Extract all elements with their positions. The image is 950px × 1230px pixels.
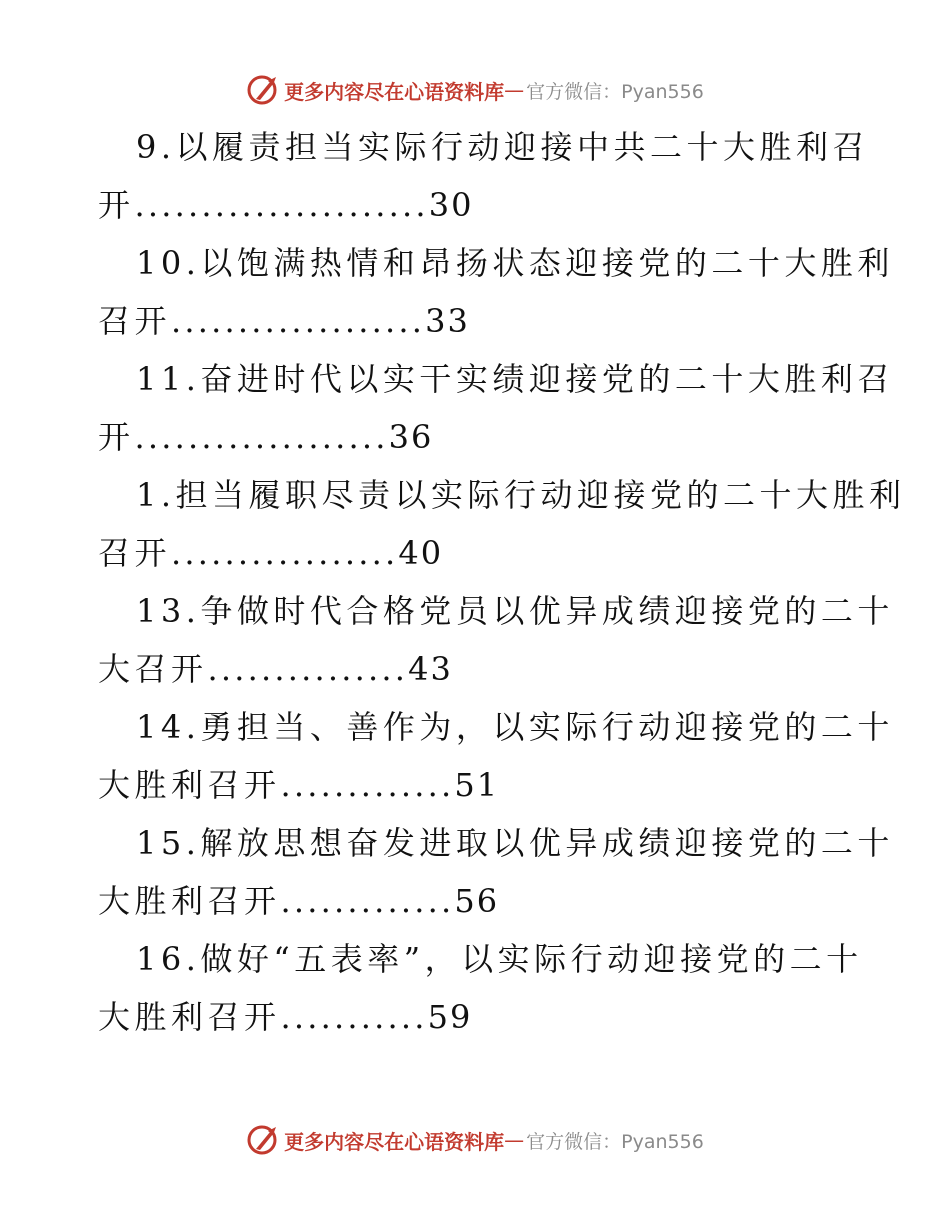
toc-entry-continuation — [0, 292, 950, 350]
toc-page-number: 51 — [454, 766, 500, 804]
banner-separator: — — [504, 1128, 525, 1152]
toc-entry — [0, 466, 950, 582]
toc-page-number: 40 — [398, 534, 444, 572]
toc-entry-title: 14.勇担当、善作为，以实际行动迎接党的二十 — [136, 708, 894, 746]
toc-leader-dots: ............... — [207, 650, 409, 688]
toc-page-number: 36 — [388, 418, 434, 456]
toc-leader-dots: ............. — [280, 766, 455, 804]
toc-entry-title: 11.奋进时代以实干实绩迎接党的二十大胜利召 — [136, 360, 894, 398]
banner-separator: — — [504, 78, 525, 102]
toc-leader-dots: ................... — [134, 418, 389, 456]
toc-entry-title-end: 召开 — [98, 302, 172, 340]
toc-entry-title: 13.争做时代合格党员以优异成绩迎接党的二十 — [136, 592, 894, 630]
quill-pen-circle-icon — [246, 1123, 280, 1157]
toc-entry-continuation — [0, 756, 950, 814]
toc-page-number: 56 — [454, 882, 500, 920]
toc-entry-title-end: 大胜利召开 — [98, 766, 281, 804]
toc-entry-continuation — [0, 408, 950, 466]
toc-entry — [0, 350, 950, 466]
toc-entry-title: 10.以饱满热情和昂扬状态迎接党的二十大胜利 — [136, 244, 894, 282]
toc-entry — [0, 930, 950, 1046]
banner-red-text: 更多内容尽在心语资料库 — [284, 79, 505, 104]
table-of-contents — [0, 118, 950, 1046]
toc-entry — [0, 118, 950, 234]
quill-pen-circle-icon — [246, 73, 280, 107]
toc-entry — [0, 698, 950, 814]
toc-entry-title-end: 开 — [98, 186, 135, 224]
toc-entry-title-end: 大胜利召开 — [98, 998, 281, 1036]
banner-wechat-text: 官方微信：Pyan556 — [526, 80, 704, 103]
toc-entry — [0, 582, 950, 698]
toc-entry-title-end: 大召开 — [98, 650, 208, 688]
toc-page-number: 59 — [427, 998, 473, 1036]
toc-entry-title: 15.解放思想奋发进取以优异成绩迎接党的二十 — [136, 824, 894, 862]
toc-entry — [0, 814, 950, 930]
toc-leader-dots: ........... — [280, 998, 428, 1036]
toc-entry-title-end: 召开 — [98, 534, 172, 572]
toc-leader-dots: ...................... — [134, 186, 429, 224]
toc-entry-title: 16.做好“五表率”，以实际行动迎接党的二十 — [136, 940, 863, 978]
toc-entry-title-end: 开 — [98, 418, 135, 456]
footer-banner — [0, 1120, 950, 1160]
banner-wechat-text: 官方微信：Pyan556 — [526, 1130, 704, 1153]
toc-page-number: 43 — [408, 650, 453, 688]
toc-leader-dots: ................. — [171, 534, 399, 572]
toc-entry-continuation — [0, 872, 950, 930]
toc-entry-title-end: 大胜利召开 — [98, 882, 281, 920]
toc-entry-title: 9.以履责担当实际行动迎接中共二十大胜利召 — [136, 128, 870, 166]
toc-leader-dots: ................... — [171, 302, 426, 340]
toc-leader-dots: ............. — [280, 882, 455, 920]
header-banner — [0, 70, 950, 110]
banner-red-text: 更多内容尽在心语资料库 — [284, 1129, 505, 1154]
toc-entry-continuation — [0, 524, 950, 582]
toc-page-number: 30 — [428, 186, 474, 224]
toc-page-number: 33 — [425, 302, 470, 340]
toc-entry-continuation — [0, 988, 950, 1046]
toc-entry — [0, 234, 950, 350]
toc-entry-title: 1.担当履职尽责以实际行动迎接党的二十大胜利 — [136, 476, 906, 514]
toc-entry-continuation — [0, 176, 950, 234]
toc-entry-continuation — [0, 640, 950, 698]
